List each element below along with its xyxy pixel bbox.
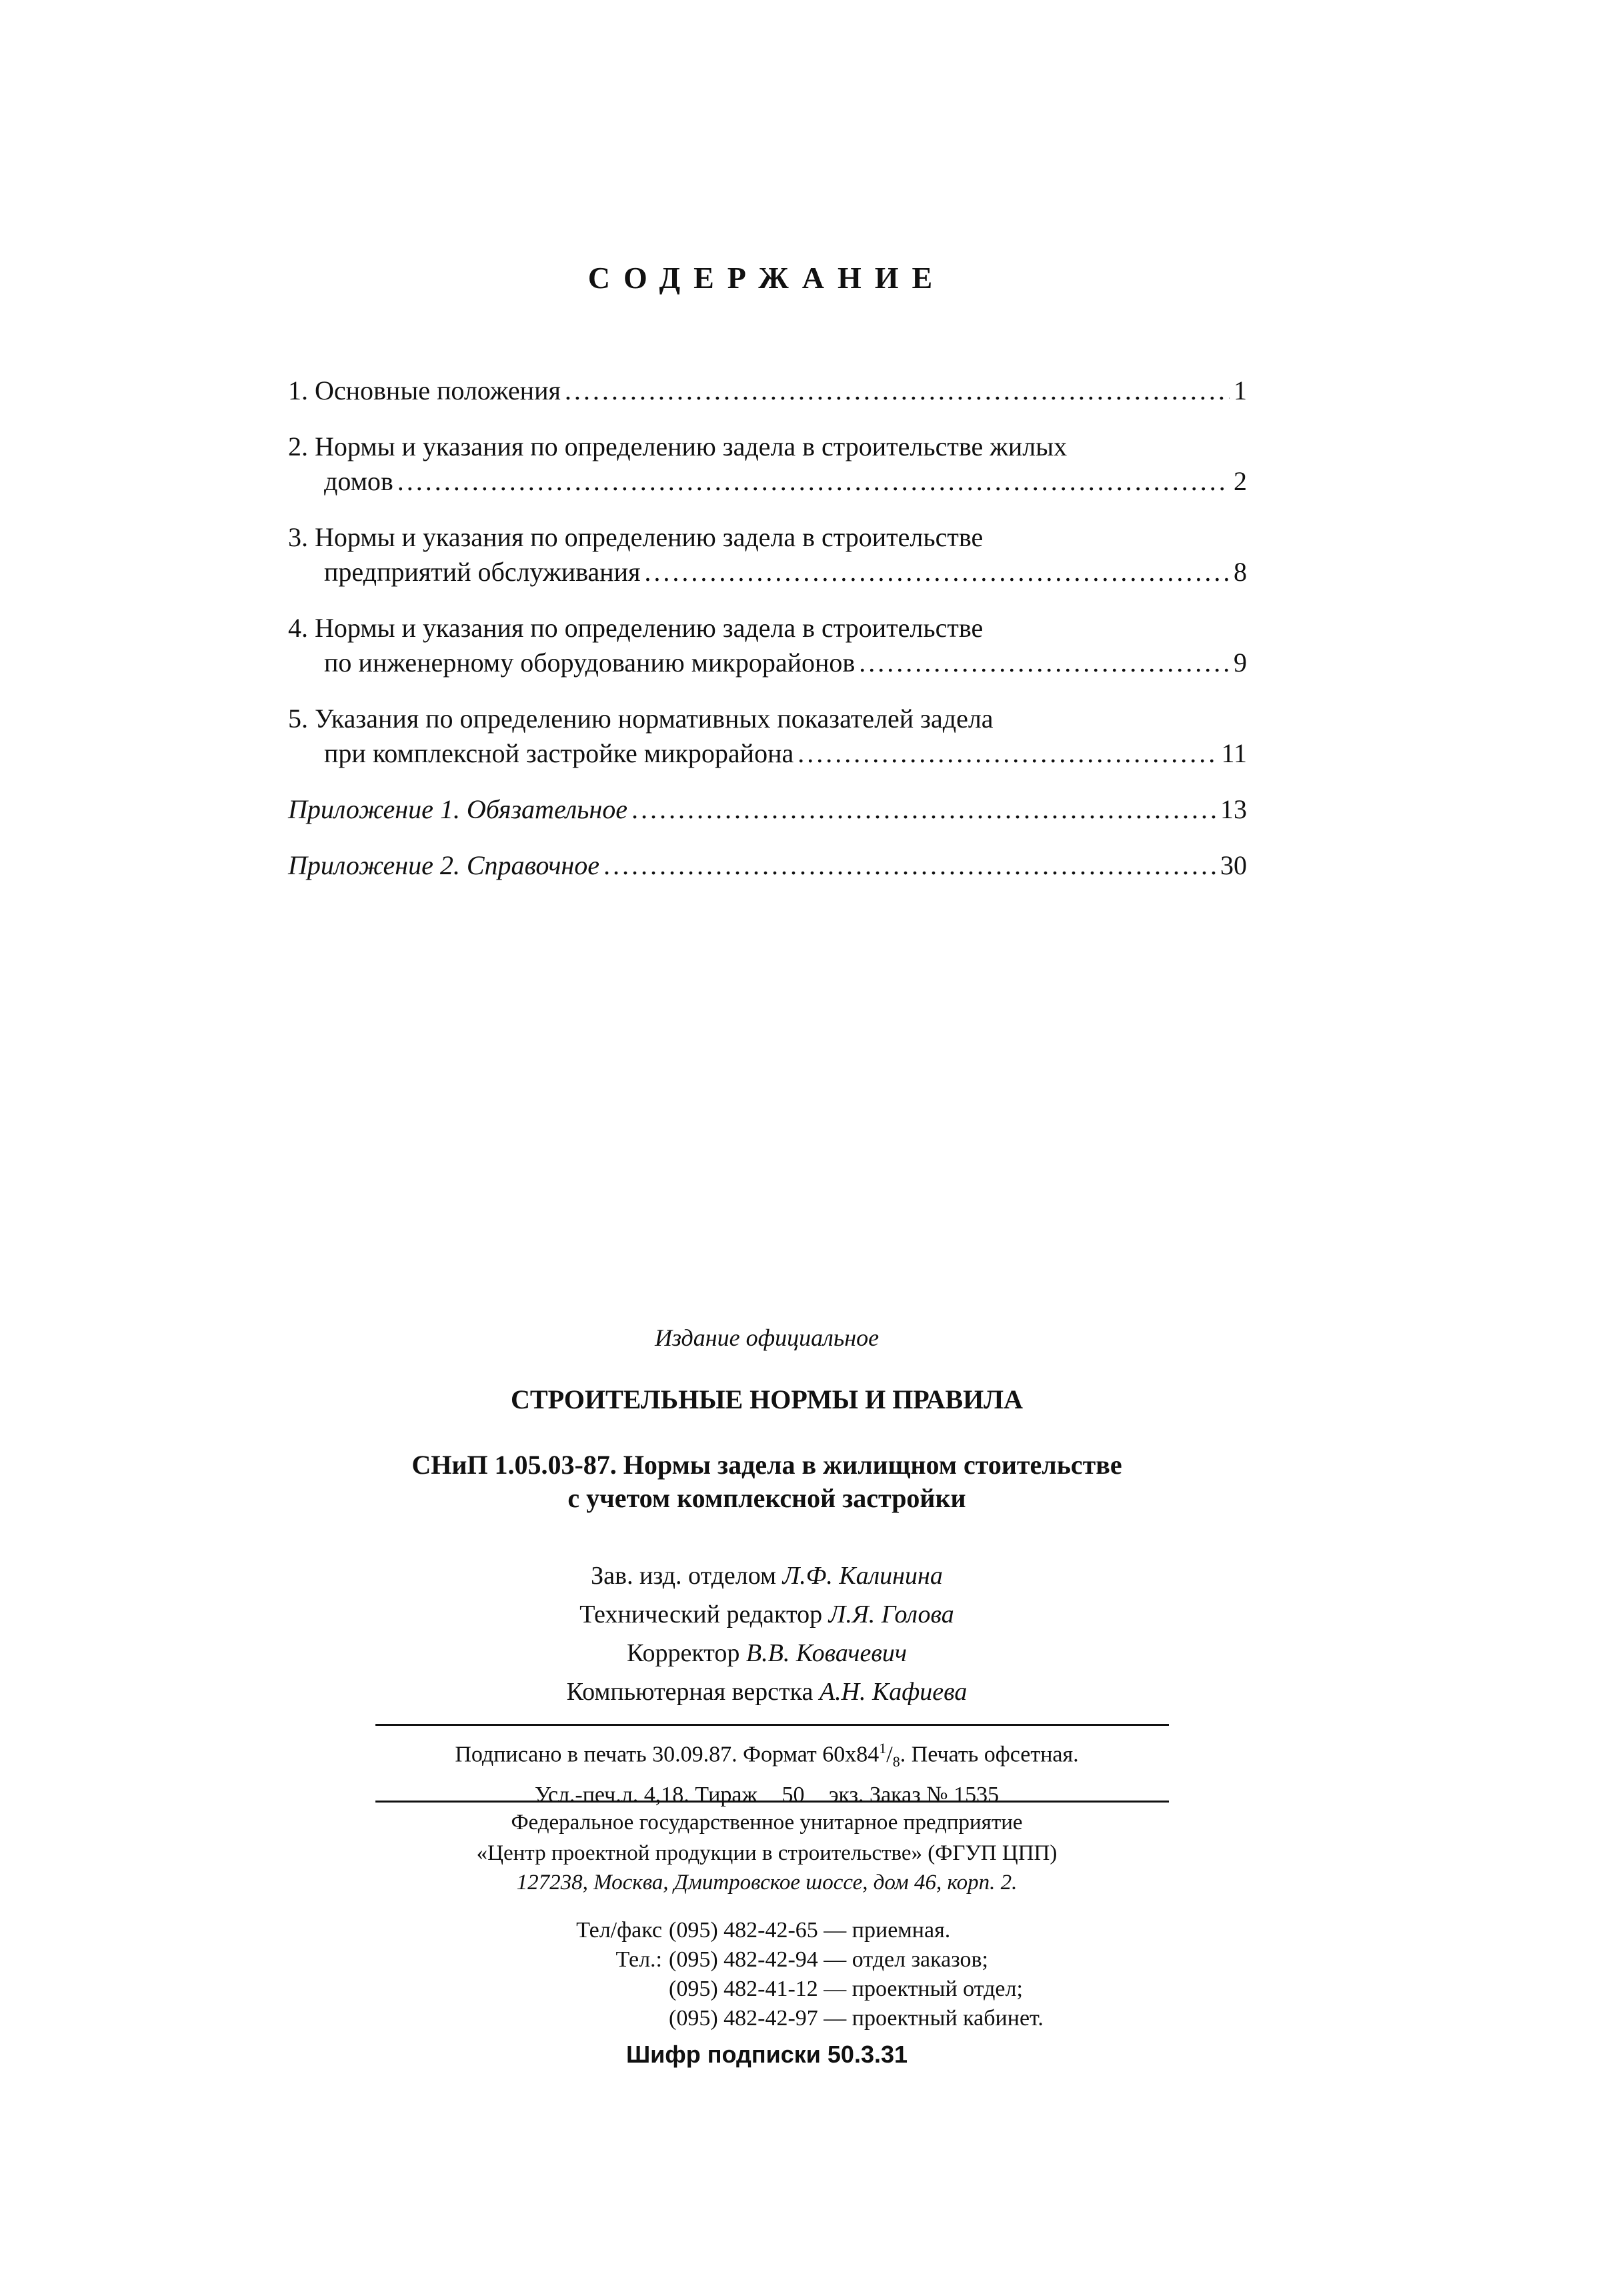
phone-row	[518, 1945, 1044, 1975]
toc-leader	[631, 792, 1216, 827]
series-title: СТРОИТЕЛЬНЫЕ НОРМЫ И ПРАВИЛА	[511, 1384, 1023, 1414]
publisher-address: 127238, Москва, Дмитровское шоссе, дом 46, корп. 2.	[516, 1871, 1018, 1895]
document-title-line-2: с учетом комплексной застройки	[567, 1483, 966, 1513]
toc-entry-appendix-1	[288, 792, 1247, 827]
divider-rule	[375, 1801, 1169, 1803]
toc-entry-text: Приложение 2. Справочное	[288, 850, 600, 880]
credit-role: Компьютерная верстка	[566, 1678, 814, 1706]
document-title-line-1: СНиП 1.05.03-87. Нормы задела в жилищном стоительстве	[411, 1450, 1122, 1480]
credit-role: Корректор	[627, 1639, 740, 1667]
phone-description: — приемная.	[824, 1918, 951, 1943]
publisher-line-1: Федеральное государственное унитарное предприятие	[511, 1811, 1023, 1835]
table-of-contents	[288, 373, 1247, 904]
toc-entry-text: Приложение 1. Обязательное	[288, 794, 627, 824]
phone-description: — отдел заказов;	[824, 1947, 988, 1972]
print-info-text: . Печать офсетная.	[900, 1742, 1079, 1767]
toc-entry-text-cont: предприятий обслуживания	[324, 557, 641, 587]
credit-row	[0, 1556, 1534, 1595]
phone-label	[518, 2004, 669, 2033]
phone-label: Тел.:	[615, 1947, 662, 1972]
credit-role: Технический редактор	[579, 1600, 823, 1628]
phone-row	[518, 2004, 1044, 2033]
toc-page-number: 13	[1220, 794, 1247, 824]
publisher-line-2: «Центр проектной продукции в строительстве» (ФГУП ЦПП)	[476, 1841, 1058, 1865]
toc-leader	[565, 373, 1230, 408]
print-info-text: Усл.-печ.л. 4,18. Тираж	[534, 1783, 757, 1808]
toc-entry-text: 2. Нормы и указания по определению задела в строительстве жилых	[288, 431, 1068, 461]
credit-role: Зав. изд. отделом	[591, 1562, 777, 1590]
phone-number: (095) 482-41-12	[669, 1977, 818, 2001]
toc-entry-text-cont: по инженерному оборудованию микрорайонов	[324, 648, 856, 678]
phone-label: Тел/факс	[576, 1918, 662, 1943]
toc-page-number: 2	[1234, 466, 1247, 496]
toc-entry-text-cont: домов	[324, 466, 393, 496]
toc-entry-appendix-2	[288, 848, 1247, 883]
phone-description: — проектный кабинет.	[824, 2006, 1044, 2031]
toc-leader	[797, 736, 1217, 771]
toc-entry-2	[288, 429, 1247, 499]
document-title	[0, 1448, 1534, 1515]
toc-entry-text: 1. Основные положения	[288, 375, 561, 405]
credit-person: Л.Я. Голова	[828, 1600, 954, 1628]
phone-row	[518, 1975, 1044, 2004]
credit-row	[0, 1634, 1534, 1672]
toc-page-number: 1	[1234, 375, 1247, 405]
phone-list	[518, 1916, 1044, 2033]
print-info-line-1: Подписано в печать 30.09.87. Формат $60x84^1/_8$. Печать офсетная.	[455, 1740, 1079, 1771]
edition-note: Издание официальное	[654, 1324, 880, 1351]
divider-rule	[375, 1724, 1169, 1726]
phone-label	[518, 1975, 669, 2004]
toc-page-number: 30	[1220, 850, 1247, 880]
credit-person: В.В. Ковачевич	[745, 1639, 907, 1667]
toc-entry-text: 4. Нормы и указания по определению задела в строительстве	[288, 613, 984, 643]
subscription-cipher: Шифр подписки 50.3.31	[625, 2041, 908, 2068]
toc-leader	[859, 646, 1230, 680]
toc-entry-text: 5. Указания по определению нормативных показателей задела	[288, 704, 994, 734]
toc-entry-text-cont: при комплексной застройке микрорайона	[324, 738, 794, 768]
credit-row	[0, 1595, 1534, 1634]
toc-leader	[397, 464, 1230, 499]
phone-number: (095) 482-42-97	[669, 2006, 818, 2031]
toc-leader	[603, 848, 1216, 883]
print-info-text: экз. Заказ № 1535	[828, 1783, 1000, 1808]
toc-entry-1	[288, 373, 1247, 408]
credits	[0, 1556, 1534, 1711]
phone-row	[518, 1916, 1044, 1945]
format-fraction-denominator: 8	[892, 1753, 900, 1771]
toc-page-number: 9	[1234, 648, 1247, 678]
phone-number: (095) 482-42-65	[669, 1918, 818, 1943]
toc-entry-4	[288, 611, 1247, 680]
toc-leader	[644, 555, 1230, 590]
print-info-text: Подписано в печать 30.09.87. Формат 60x84	[455, 1742, 880, 1767]
toc-entry-text: 3. Нормы и указания по определению задела в строительстве	[288, 522, 984, 552]
contents-title: СОДЕРЖАНИЕ	[587, 261, 946, 295]
credit-person: Л.Ф. Калинина	[782, 1562, 943, 1590]
toc-entry-3	[288, 520, 1247, 590]
credit-person: А.Н. Кафиева	[819, 1678, 968, 1706]
print-run-value: 50	[781, 1783, 805, 1808]
imprint-block	[0, 1324, 1534, 1711]
credit-row	[0, 1672, 1534, 1711]
format-fraction-numerator: 1	[879, 1740, 887, 1757]
publisher	[0, 1807, 1534, 1869]
toc-entry-5	[288, 702, 1247, 771]
toc-page-number: 11	[1221, 738, 1247, 768]
phone-number: (095) 482-42-94	[669, 1947, 818, 1972]
toc-page-number: 8	[1234, 557, 1247, 587]
phone-description: — проектный отдел;	[824, 1977, 1023, 2001]
